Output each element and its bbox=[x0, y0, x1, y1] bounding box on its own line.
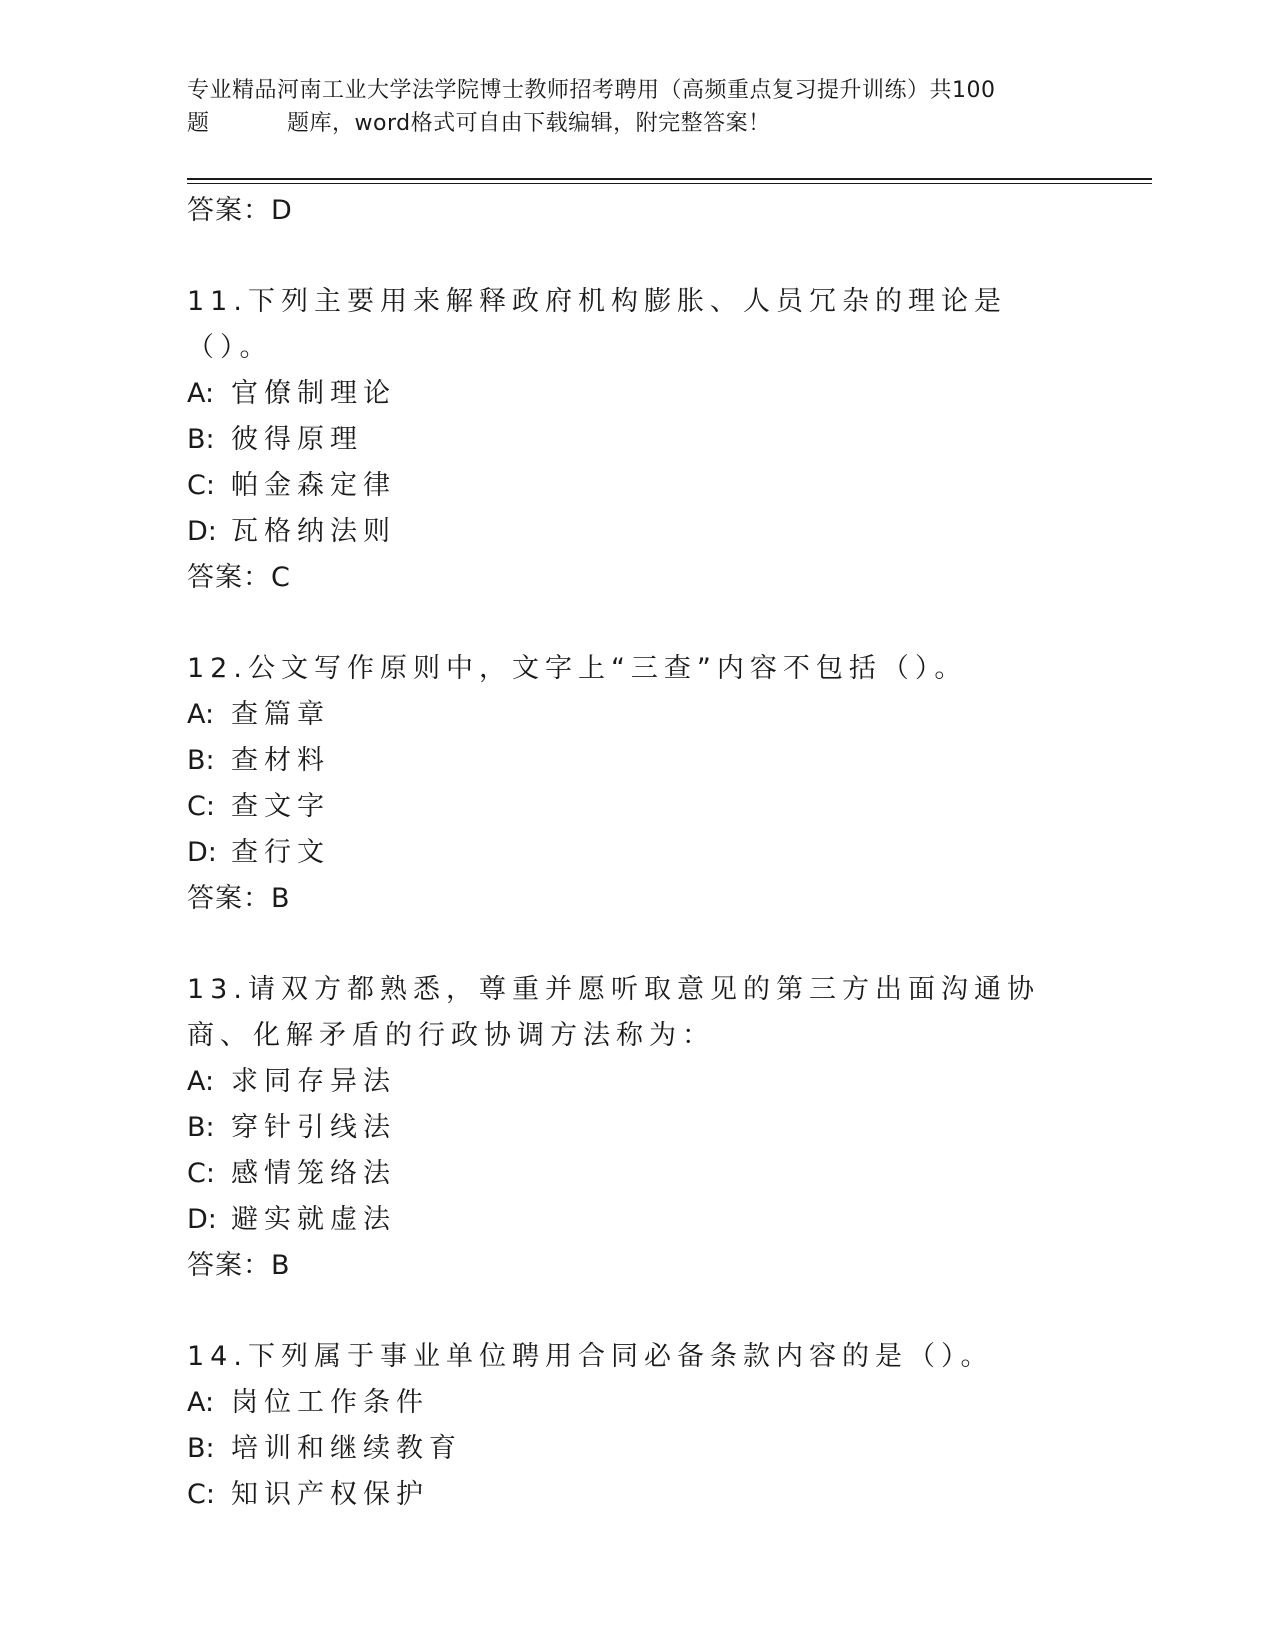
option-text: 求同存异法 bbox=[231, 1066, 396, 1097]
question-block bbox=[187, 646, 1087, 922]
question-stem: 14.下列属于事业单位聘用合同必备条款内容的是（）。 bbox=[187, 1341, 994, 1372]
answer-option bbox=[187, 509, 1087, 555]
option-key: A: bbox=[187, 1066, 215, 1097]
option-key: D: bbox=[187, 516, 217, 547]
option-key: A: bbox=[187, 1387, 215, 1418]
option-text: 瓦格纳法则 bbox=[231, 516, 396, 547]
option-text: 彼得原理 bbox=[231, 424, 363, 455]
option-text: 知识产权保护 bbox=[231, 1479, 429, 1510]
option-key: B: bbox=[187, 1433, 215, 1464]
option-key: D: bbox=[187, 1204, 217, 1235]
option-text: 官僚制理论 bbox=[231, 378, 396, 409]
option-text: 查材料 bbox=[231, 745, 330, 776]
answer-option bbox=[187, 463, 1087, 509]
option-key: C: bbox=[187, 791, 215, 822]
option-text: 帕金森定律 bbox=[231, 470, 396, 501]
answer-option bbox=[187, 738, 1087, 784]
answer-option bbox=[187, 1105, 1087, 1151]
answer-option bbox=[187, 1151, 1087, 1197]
question-stem: 12.公文写作原则中，文字上“三查”内容不包括（）。 bbox=[187, 653, 968, 684]
answer-option bbox=[187, 784, 1087, 830]
option-key: C: bbox=[187, 1158, 215, 1189]
answer-line: 答案：B bbox=[187, 1250, 291, 1281]
option-text: 培训和继续教育 bbox=[231, 1433, 462, 1464]
answer-option bbox=[187, 1197, 1087, 1243]
answer-line: 答案：B bbox=[187, 883, 291, 914]
option-text: 岗位工作条件 bbox=[231, 1387, 429, 1418]
header-line-2 bbox=[187, 107, 1087, 140]
option-key: A: bbox=[187, 378, 215, 409]
option-text: 避实就虚法 bbox=[231, 1204, 396, 1235]
answer-line: 答案：D bbox=[187, 195, 293, 226]
question-stem: 11.下列主要用来解释政府机构膨胀、人员冗杂的理论是（）。 bbox=[187, 286, 1007, 363]
header-rule-thin bbox=[187, 183, 1152, 184]
header-line-2-lead: 题 bbox=[187, 111, 210, 136]
answer-option bbox=[187, 371, 1087, 417]
question-stem: 13.请双方都熟悉，尊重并愿听取意见的第三方出面沟通协商、化解矛盾的行政协调方法称为： bbox=[187, 974, 1040, 1051]
question-block bbox=[187, 279, 1087, 601]
option-text: 查文字 bbox=[231, 791, 330, 822]
option-text: 查行文 bbox=[231, 837, 330, 868]
header-line-2-rest: 题库，word格式可自由下载编辑，附完整答案！ bbox=[287, 111, 771, 136]
question-block bbox=[187, 967, 1087, 1289]
answer-option bbox=[187, 692, 1087, 738]
option-key: A: bbox=[187, 699, 215, 730]
header-rule-thick bbox=[187, 178, 1152, 180]
option-key: C: bbox=[187, 1479, 215, 1510]
option-text: 查篇章 bbox=[231, 699, 330, 730]
answer-option bbox=[187, 1380, 1087, 1426]
option-key: B: bbox=[187, 745, 215, 776]
option-key: C: bbox=[187, 470, 215, 501]
document-header bbox=[187, 74, 1087, 140]
option-key: B: bbox=[187, 1112, 215, 1143]
answer-option bbox=[187, 1059, 1087, 1105]
option-text: 感情笼络法 bbox=[231, 1158, 396, 1189]
option-key: B: bbox=[187, 424, 215, 455]
answer-option bbox=[187, 830, 1087, 876]
header-line-1: 专业精品河南工业大学法学院博士教师招考聘用（高频重点复习提升训练）共100 bbox=[187, 78, 996, 103]
question-block bbox=[187, 1334, 1087, 1518]
answer-line: 答案：C bbox=[187, 562, 291, 593]
question-list bbox=[187, 188, 1087, 1518]
answer-option bbox=[187, 417, 1087, 463]
option-text: 穿针引线法 bbox=[231, 1112, 396, 1143]
answer-option bbox=[187, 1472, 1087, 1518]
answer-option bbox=[187, 1426, 1087, 1472]
option-key: D: bbox=[187, 837, 217, 868]
